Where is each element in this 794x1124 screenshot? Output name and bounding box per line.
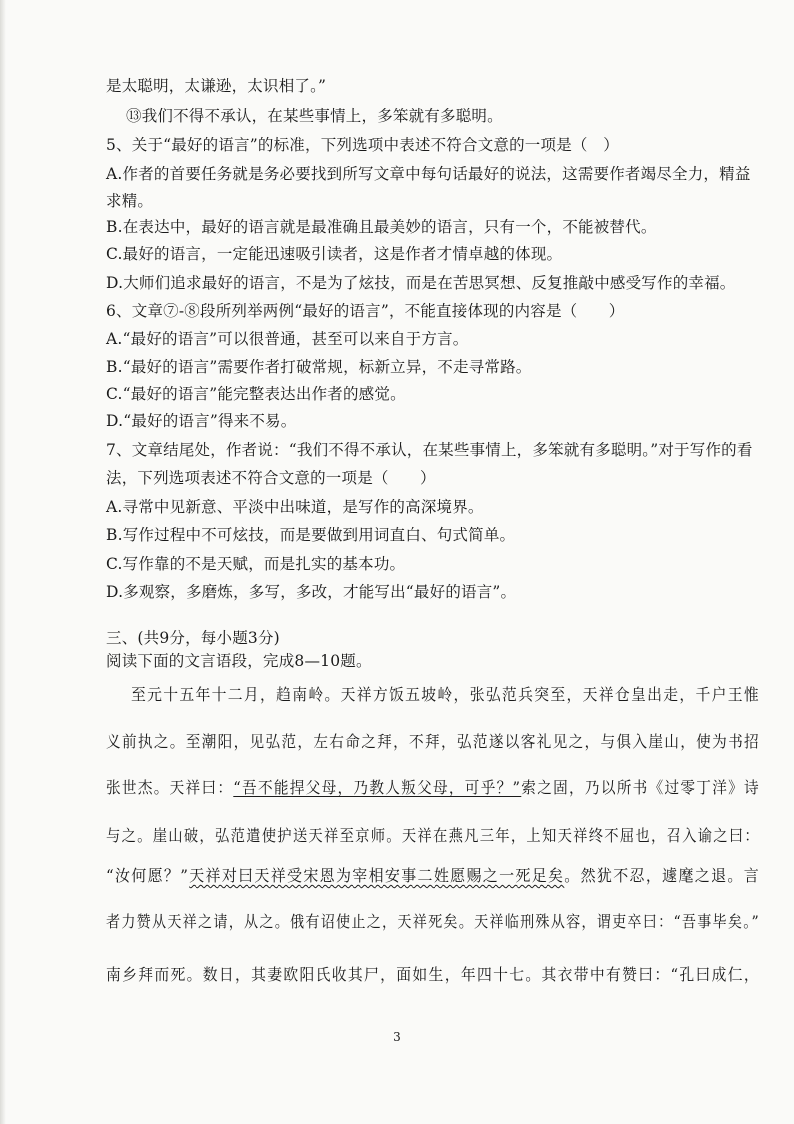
q6-option-b: B.“最好的语言”需要作者打破常规，标新立异，不走寻常路。: [106, 358, 532, 376]
q5-option-b: B.在表达中，最好的语言就是最准确且最美妙的语言，只有一个，不能被替代。: [106, 218, 657, 236]
classical-text: 。然犹不忍，遽麾之退。言: [564, 866, 761, 885]
q5-option-a-cont: 求精。: [106, 192, 154, 210]
question-6-stem: 6、文章⑦-⑧段所列举两例“最好的语言”，不能直接体现的内容是（ ）: [106, 302, 625, 320]
unpunctuated-sentence: 天祥对曰天祥受宋恩为宰相安事二姓愿赐之一死足矣: [189, 866, 565, 885]
classical-line-6: 者力赞从天祥之请，从之。俄有诏使止之，天祥死矣。天祥临刑殊从容，谓吏卒曰：“吾事毕矣。”: [106, 912, 760, 931]
passage-paragraph-13: ⑬我们不得不承认，在某些事情上，多笨就有多聪明。: [126, 107, 503, 125]
classical-line-3: [106, 778, 760, 798]
q6-option-c: C.“最好的语言”能完整表达出作者的感觉。: [106, 385, 406, 403]
classical-line-5: [106, 866, 760, 886]
q6-option-d: D.“最好的语言”得来不易。: [106, 412, 297, 430]
question-7-stem: 7、文章结尾处，作者说：“我们不得不承认，在某些事情上，多笨就有多聪明。”对于写作的看: [106, 441, 753, 459]
classical-line-4: 与之。崖山破，弘范遣使护送天祥至京师。天祥在燕凡三年，上知天祥终不屈也，召入谕之曰：: [106, 826, 761, 845]
classical-line-1: 至元十五年十二月，趋南岭。天祥方饭五坡岭，张弘范兵突至，天祥仓皇出走，千户王惟: [131, 685, 761, 704]
section-3-instruction: 阅读下面的文言语段，完成8—10题。: [106, 652, 372, 670]
underlined-sentence: “吾不能捍父母，乃教人叛父母，可乎？”: [233, 778, 522, 797]
q5-option-c: C.最好的语言，一定能迅速吸引读者，这是作者才情卓越的体现。: [106, 245, 563, 263]
section-3-title: 三、(共9分，每小题3分): [106, 629, 280, 647]
classical-line-2: 义前执之。至潮阳，见弘范，左右命之拜，不拜，弘范遂以客礼见之，与俱入崖山，使为书招: [106, 732, 760, 751]
classical-text: “汝何愿？”: [106, 866, 190, 885]
passage-line: 是太聪明，太谦逊，太识相了。”: [106, 77, 327, 95]
classical-text: 索之固，乃以所书《过零丁洋》诗: [521, 778, 760, 797]
q7-option-b: B.写作过程中不可炫技，而是要做到用词直白、句式简单。: [106, 526, 516, 544]
q7-option-a: A.寻常中见新意、平淡中出味道，是写作的高深境界。: [106, 498, 484, 516]
q5-option-d: D.大师们追求最好的语言，不是为了炫技，而是在苦思冥想、反复推敲中感受写作的幸福。: [106, 274, 736, 292]
q7-option-d: D.多观察，多磨炼，多写，多改，才能写出“最好的语言”。: [106, 583, 517, 601]
q5-option-a: A.作者的首要任务就是务必要找到所写文章中每句话最好的说法，这需要作者竭尽全力，精益: [106, 165, 751, 183]
question-5-stem: 5、关于“最好的语言”的标准，下列选项中表述不符合文意的一项是（ ）: [106, 136, 620, 154]
page-number: 3: [393, 1030, 401, 1044]
classical-text: 张世杰。天祥曰：: [106, 778, 234, 797]
scan-edge-left: [0, 0, 6, 1124]
q7-option-c: C.写作靠的不是天赋，而是扎实的基本功。: [106, 555, 406, 573]
classical-line-7: 南乡拜而死。数日，其妻欧阳氏收其尸，面如生，年四十七。其衣带中有赞曰：“孔曰成仁，: [106, 965, 761, 984]
question-7-stem-cont: 法，下列选项表述不符合文意的一项是（ ）: [106, 469, 436, 487]
q6-option-a: A.“最好的语言”可以很普通，甚至可以来自于方言。: [106, 330, 469, 348]
